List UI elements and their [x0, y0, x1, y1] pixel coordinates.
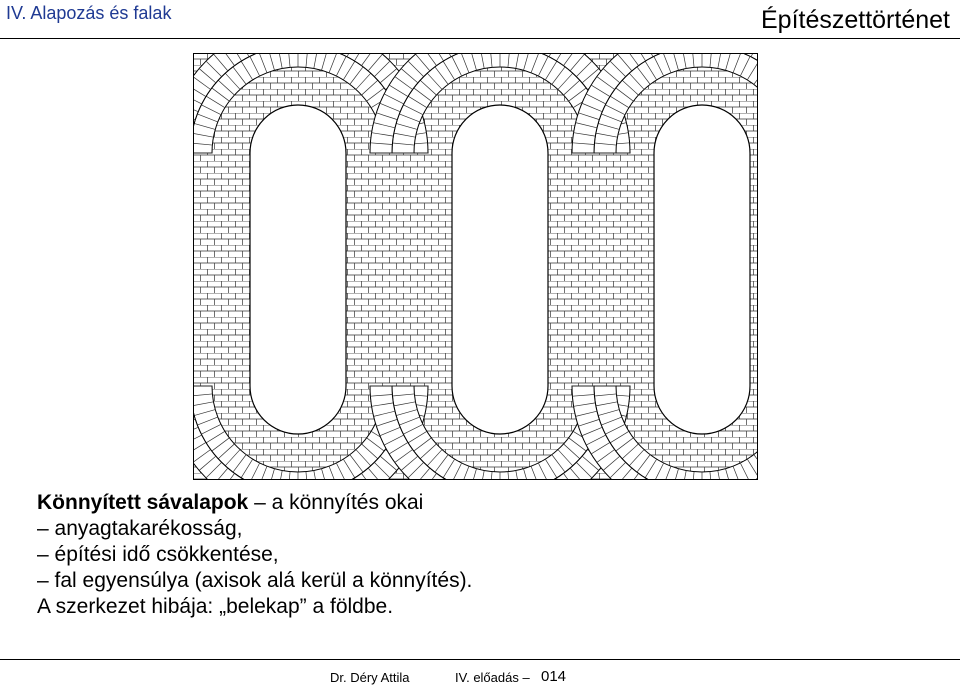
brick-wall-figure	[193, 53, 758, 480]
caption-line-2: – anyagtakarékosság,	[37, 517, 243, 540]
caption-line-3: – építési idő csökkentése,	[37, 543, 279, 566]
caption-line-5: A szerkezet hibája: „belekap” a földbe.	[37, 595, 394, 618]
caption-line-1	[37, 490, 472, 516]
caption-title-rest: – a könnyítés okai	[248, 491, 424, 514]
header-divider	[0, 38, 960, 39]
footer-lecture: IV. előadás –	[455, 670, 530, 685]
course-title: Építészettörténet	[760, 6, 950, 34]
arch-opening	[250, 105, 346, 434]
arch-opening	[452, 105, 548, 434]
caption-line-4: – fal egyensúlya (axisok alá kerül a könnyítés).	[37, 569, 473, 592]
section-title: IV. Alapozás és falak	[6, 3, 172, 23]
brick-wall-with-relieving-arches-icon	[193, 53, 758, 480]
arch-opening	[654, 105, 750, 434]
caption-block	[37, 490, 472, 620]
caption-title: Könnyített sávalapok	[37, 491, 249, 514]
page-number: 014	[541, 668, 567, 685]
footer-divider	[0, 659, 960, 660]
footer-author: Dr. Déry Attila	[330, 670, 410, 685]
